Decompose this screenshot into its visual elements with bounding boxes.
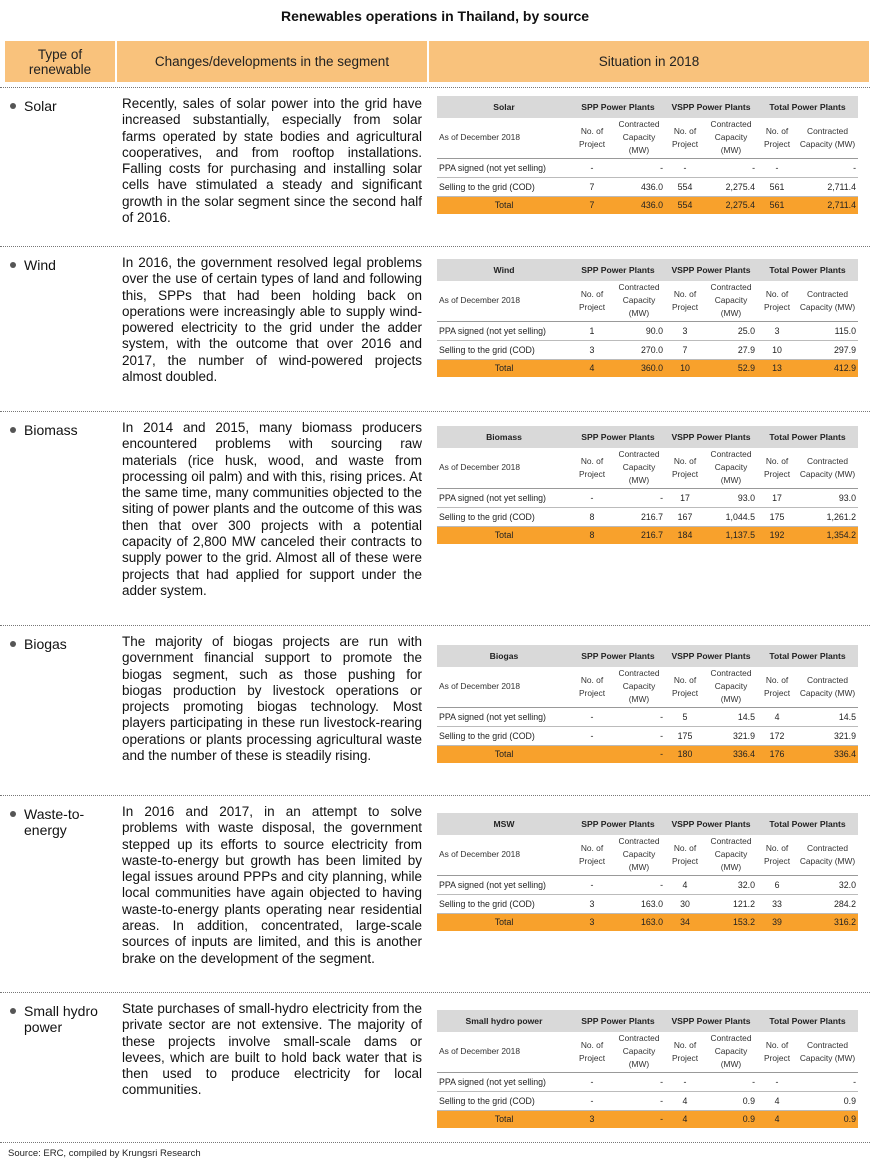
segment-description: The majority of biogas projects are run with government financial support to promote the biogas segment, such as those pushing for biogas production by livestock operations or projects promoting biogas technology. Most players participating in these run livestock-rearing operations or plants processing agricultural waste and the number of these is steadily rising. [122, 634, 422, 764]
table-cell: - [705, 158, 757, 177]
table-cell: 321.9 [705, 726, 757, 745]
table-subheader-row [437, 281, 858, 321]
table-cell: - [571, 1091, 613, 1110]
row-label: PPA signed (not yet selling) [437, 1072, 571, 1091]
table-cell: 121.2 [705, 894, 757, 913]
table-cell: 216.7 [613, 526, 665, 544]
table-cell: - [613, 158, 665, 177]
capacity-header: Contracted Capacity (MW) [613, 448, 665, 488]
table-cell: 1,354.2 [797, 526, 858, 544]
situation-table [437, 813, 858, 931]
row-label: Total [437, 745, 571, 763]
table-cell: 554 [665, 177, 705, 196]
table-cell: 52.9 [705, 359, 757, 377]
total-row [437, 1110, 858, 1128]
row-label: Selling to the grid (COD) [437, 1091, 571, 1110]
table-cell: 7 [665, 340, 705, 359]
table-cell: - [613, 1072, 665, 1091]
table-header-row [437, 813, 858, 835]
table-header-row [437, 645, 858, 667]
table-cell: 39 [757, 913, 797, 931]
capacity-header: Contracted Capacity (MW) [797, 281, 858, 321]
table-subheader-row [437, 835, 858, 875]
bullet-icon [10, 262, 16, 268]
table-cell: 14.5 [705, 707, 757, 726]
table-cell: - [613, 1110, 665, 1128]
table-cell: 4 [665, 1110, 705, 1128]
table-header-row [437, 1010, 858, 1032]
table-cell: 33 [757, 894, 797, 913]
table-header-row [437, 96, 858, 118]
table-cell: 25.0 [705, 321, 757, 340]
capacity-header: Contracted Capacity (MW) [797, 1032, 858, 1072]
table-cell: - [571, 875, 613, 894]
table-cell: 8 [571, 507, 613, 526]
segment-description: In 2016 and 2017, in an attempt to solve problems with waste disposal, the government stepped up its efforts to source electricity from waste-to-energy but growth has been limited by legal issues around PPPs and city planning, while local communities have again objected to having waste-to-energy plants operating near residential areas. In addition, concentrated, large-scale sources of inputs are limited, and this is another brake on the development of the segment. [122, 804, 422, 966]
no-project-header: No. of Project [757, 118, 797, 158]
table-cell: 17 [757, 488, 797, 507]
no-project-header: No. of Project [571, 667, 613, 707]
table-cell: 13 [757, 359, 797, 377]
table-subheader-row [437, 667, 858, 707]
ppa-row [437, 707, 858, 726]
total-row [437, 196, 858, 214]
table-cell: 297.9 [797, 340, 858, 359]
table-cell: 163.0 [613, 913, 665, 931]
segment-description: Recently, sales of solar power into the grid have increased substantially, especially from solar farms operated by state bodies and agricultural cooperatives, and from rooftop installations. Falling costs for purchasing and installing solar cells have stimulated a steady and significant growth in the solar segment since the second half of 2016. [122, 96, 422, 226]
renewable-type [10, 806, 115, 838]
page-title: Renewables operations in Thailand, by source [280, 8, 590, 24]
table-cell: 1,137.5 [705, 526, 757, 544]
table-cell: 216.7 [613, 507, 665, 526]
spp-header: SPP Power Plants [571, 813, 665, 835]
cod-row [437, 177, 858, 196]
table-cell: 336.4 [705, 745, 757, 763]
situation-table [437, 426, 858, 544]
bullet-icon [10, 103, 16, 109]
table-segment-name: Wind [437, 259, 571, 281]
table-cell: 561 [757, 196, 797, 214]
renewable-type-label: Biomass [24, 422, 78, 438]
table-cell: 34 [665, 913, 705, 931]
table-cell: 93.0 [705, 488, 757, 507]
table-cell: 4 [665, 1091, 705, 1110]
no-project-header: No. of Project [757, 1032, 797, 1072]
table-cell: 3 [571, 340, 613, 359]
row-label: Total [437, 1110, 571, 1128]
table-cell: 336.4 [797, 745, 858, 763]
vspp-header: VSPP Power Plants [665, 259, 757, 281]
no-project-header: No. of Project [757, 281, 797, 321]
table-cell: - [797, 1072, 858, 1091]
header-situation: Situation in 2018 [429, 41, 869, 82]
no-project-header: No. of Project [757, 448, 797, 488]
table-cell: 192 [757, 526, 797, 544]
ppa-row [437, 488, 858, 507]
bottom-divider [0, 1142, 870, 1143]
table-cell: 14.5 [797, 707, 858, 726]
table-cell: 2,275.4 [705, 177, 757, 196]
renewable-type [10, 422, 115, 438]
table-cell: 10 [665, 359, 705, 377]
table-cell: 17 [665, 488, 705, 507]
table-cell: 0.9 [797, 1091, 858, 1110]
capacity-header: Contracted Capacity (MW) [797, 835, 858, 875]
renewable-type [10, 1003, 115, 1035]
situation-table [437, 96, 858, 214]
capacity-header: Contracted Capacity (MW) [705, 835, 757, 875]
table-cell: 436.0 [613, 196, 665, 214]
table-cell: - [613, 1091, 665, 1110]
table-cell: 2,711.4 [797, 196, 858, 214]
no-project-header: No. of Project [665, 835, 705, 875]
capacity-header: Contracted Capacity (MW) [613, 835, 665, 875]
table-cell: - [571, 1072, 613, 1091]
bullet-icon [10, 641, 16, 647]
as-of-label: As of December 2018 [437, 281, 571, 321]
capacity-header: Contracted Capacity (MW) [705, 448, 757, 488]
vspp-header: VSPP Power Plants [665, 426, 757, 448]
table-cell: 4 [757, 1091, 797, 1110]
row-label: PPA signed (not yet selling) [437, 875, 571, 894]
renewable-type-label: Biogas [24, 636, 67, 652]
no-project-header: No. of Project [665, 667, 705, 707]
cod-row [437, 1091, 858, 1110]
total-row [437, 526, 858, 544]
row-label: Total [437, 913, 571, 931]
table-cell: 1 [571, 321, 613, 340]
table-cell: 3 [571, 913, 613, 931]
ppa-row [437, 158, 858, 177]
table-cell: 1,044.5 [705, 507, 757, 526]
capacity-header: Contracted Capacity (MW) [613, 667, 665, 707]
row-label: PPA signed (not yet selling) [437, 707, 571, 726]
table-cell: 175 [757, 507, 797, 526]
as-of-label: As of December 2018 [437, 667, 571, 707]
no-project-header: No. of Project [757, 835, 797, 875]
no-project-header: No. of Project [665, 1032, 705, 1072]
total-header: Total Power Plants [757, 96, 858, 118]
total-row [437, 359, 858, 377]
table-cell: 4 [571, 359, 613, 377]
total-header: Total Power Plants [757, 426, 858, 448]
total-header: Total Power Plants [757, 813, 858, 835]
header-changes: Changes/developments in the segment [117, 41, 427, 82]
cod-row [437, 507, 858, 526]
bullet-icon [10, 427, 16, 433]
table-cell: 8 [571, 526, 613, 544]
table-segment-name: Solar [437, 96, 571, 118]
table-cell [571, 745, 613, 763]
bullet-icon [10, 1008, 16, 1014]
table-cell: 163.0 [613, 894, 665, 913]
row-label: PPA signed (not yet selling) [437, 488, 571, 507]
table-cell: - [571, 488, 613, 507]
table-cell: 4 [665, 875, 705, 894]
table-cell: 412.9 [797, 359, 858, 377]
table-cell: - [613, 875, 665, 894]
table-cell: - [613, 707, 665, 726]
table-subheader-row [437, 118, 858, 158]
table-cell: 270.0 [613, 340, 665, 359]
renewable-type-label: Small hydro power [24, 1003, 98, 1035]
cod-row [437, 340, 858, 359]
table-cell: 167 [665, 507, 705, 526]
bullet-icon [10, 811, 16, 817]
capacity-header: Contracted Capacity (MW) [705, 118, 757, 158]
row-label: Total [437, 196, 571, 214]
table-cell: 27.9 [705, 340, 757, 359]
table-cell: - [757, 158, 797, 177]
row-label: Selling to the grid (COD) [437, 177, 571, 196]
row-label: Total [437, 526, 571, 544]
header-type: Type of renewable [5, 41, 115, 82]
segment-description: State purchases of small-hydro electricity from the private sector are not extensive. The majority of these projects involve small-scale dams or levees, which are built to hold back water that is then used to produce electricity for local communities. [122, 1001, 422, 1098]
table-cell: 32.0 [705, 875, 757, 894]
table-cell: 175 [665, 726, 705, 745]
renewable-type-label: Solar [24, 98, 57, 114]
table-cell: 90.0 [613, 321, 665, 340]
total-header: Total Power Plants [757, 1010, 858, 1032]
table-cell: - [571, 707, 613, 726]
table-cell: 360.0 [613, 359, 665, 377]
table-cell: 30 [665, 894, 705, 913]
row-label: Selling to the grid (COD) [437, 340, 571, 359]
row-label: Total [437, 359, 571, 377]
table-cell: 7 [571, 177, 613, 196]
renewable-type-label: Wind [24, 257, 56, 273]
table-cell: 0.9 [705, 1110, 757, 1128]
table-cell: - [613, 745, 665, 763]
as-of-label: As of December 2018 [437, 835, 571, 875]
no-project-header: No. of Project [571, 281, 613, 321]
table-cell: 554 [665, 196, 705, 214]
table-cell: 0.9 [797, 1110, 858, 1128]
segment-description: In 2014 and 2015, many biomass producers encountered problems with sourcing raw materials (rice husk, wood, and waste from processing oil palm) and with this, rising prices. At the same time, many communities objected to the siting of power plants and the outcome of this was then that over 300 projects with a potential capacity of 2,800 MW canceled their contracts to supply power to the grid. Almost all of these were projects that had applied for support under the adder system. [122, 420, 422, 598]
situation-table [437, 1010, 858, 1128]
table-cell: 6 [757, 875, 797, 894]
segment-description: In 2016, the government resolved legal problems over the use of certain types of land and following this, SPPs that had been holding back on operations were increasingly able to supply wind-powered electricity to the grid under the adder system, with the outcome that over 2016 and 2017, the number of wind-powered projects almost doubled. [122, 255, 422, 385]
table-cell: 321.9 [797, 726, 858, 745]
table-cell: - [613, 488, 665, 507]
row-label: Selling to the grid (COD) [437, 894, 571, 913]
total-header: Total Power Plants [757, 645, 858, 667]
table-header-row [437, 259, 858, 281]
no-project-header: No. of Project [665, 448, 705, 488]
table-cell: - [797, 158, 858, 177]
table-subheader-row [437, 1032, 858, 1072]
table-cell: - [665, 158, 705, 177]
source-note: Source: ERC, compiled by Krungsri Research [8, 1148, 201, 1159]
renewable-type [10, 636, 115, 652]
table-cell: 4 [757, 1110, 797, 1128]
row-label: Selling to the grid (COD) [437, 726, 571, 745]
ppa-row [437, 875, 858, 894]
table-cell: 3 [665, 321, 705, 340]
table-cell: 115.0 [797, 321, 858, 340]
table-cell: 3 [757, 321, 797, 340]
table-cell: 172 [757, 726, 797, 745]
vspp-header: VSPP Power Plants [665, 645, 757, 667]
total-row [437, 745, 858, 763]
table-segment-name: Biogas [437, 645, 571, 667]
cod-row [437, 726, 858, 745]
table-cell: 2,711.4 [797, 177, 858, 196]
as-of-label: As of December 2018 [437, 118, 571, 158]
no-project-header: No. of Project [665, 281, 705, 321]
table-segment-name: Biomass [437, 426, 571, 448]
spp-header: SPP Power Plants [571, 259, 665, 281]
vspp-header: VSPP Power Plants [665, 813, 757, 835]
spp-header: SPP Power Plants [571, 426, 665, 448]
no-project-header: No. of Project [571, 835, 613, 875]
table-cell: 2,275.4 [705, 196, 757, 214]
capacity-header: Contracted Capacity (MW) [705, 281, 757, 321]
capacity-header: Contracted Capacity (MW) [797, 667, 858, 707]
ppa-row [437, 321, 858, 340]
table-cell: 3 [571, 1110, 613, 1128]
table-cell: 436.0 [613, 177, 665, 196]
no-project-header: No. of Project [665, 118, 705, 158]
table-cell: - [571, 726, 613, 745]
table-cell: - [665, 1072, 705, 1091]
as-of-label: As of December 2018 [437, 1032, 571, 1072]
renewable-type-label: Waste-to-energy [24, 806, 85, 838]
table-segment-name: Small hydro power [437, 1010, 571, 1032]
table-cell: 153.2 [705, 913, 757, 931]
no-project-header: No. of Project [571, 1032, 613, 1072]
cod-row [437, 894, 858, 913]
renewable-type [10, 257, 115, 273]
table-cell: 180 [665, 745, 705, 763]
no-project-header: No. of Project [571, 448, 613, 488]
total-row [437, 913, 858, 931]
table-cell: 561 [757, 177, 797, 196]
situation-table [437, 259, 858, 377]
situation-table [437, 645, 858, 763]
table-cell: 184 [665, 526, 705, 544]
table-cell: 316.2 [797, 913, 858, 931]
table-subheader-row [437, 448, 858, 488]
capacity-header: Contracted Capacity (MW) [705, 667, 757, 707]
table-cell: - [571, 158, 613, 177]
spp-header: SPP Power Plants [571, 1010, 665, 1032]
as-of-label: As of December 2018 [437, 448, 571, 488]
vspp-header: VSPP Power Plants [665, 96, 757, 118]
capacity-header: Contracted Capacity (MW) [797, 448, 858, 488]
capacity-header: Contracted Capacity (MW) [613, 281, 665, 321]
row-label: PPA signed (not yet selling) [437, 158, 571, 177]
table-cell: - [705, 1072, 757, 1091]
row-label: Selling to the grid (COD) [437, 507, 571, 526]
table-cell: 3 [571, 894, 613, 913]
table-cell: 176 [757, 745, 797, 763]
table-cell: 5 [665, 707, 705, 726]
table-cell: 1,261.2 [797, 507, 858, 526]
no-project-header: No. of Project [757, 667, 797, 707]
table-cell: 0.9 [705, 1091, 757, 1110]
capacity-header: Contracted Capacity (MW) [705, 1032, 757, 1072]
spp-header: SPP Power Plants [571, 96, 665, 118]
capacity-header: Contracted Capacity (MW) [613, 1032, 665, 1072]
table-segment-name: MSW [437, 813, 571, 835]
table-header-row [437, 426, 858, 448]
table-cell: 93.0 [797, 488, 858, 507]
capacity-header: Contracted Capacity (MW) [797, 118, 858, 158]
table-cell: - [613, 726, 665, 745]
no-project-header: No. of Project [571, 118, 613, 158]
table-cell: 4 [757, 707, 797, 726]
table-cell: 284.2 [797, 894, 858, 913]
renewable-type [10, 98, 115, 114]
table-cell: 10 [757, 340, 797, 359]
spp-header: SPP Power Plants [571, 645, 665, 667]
vspp-header: VSPP Power Plants [665, 1010, 757, 1032]
table-cell: - [757, 1072, 797, 1091]
table-cell: 32.0 [797, 875, 858, 894]
capacity-header: Contracted Capacity (MW) [613, 118, 665, 158]
total-header: Total Power Plants [757, 259, 858, 281]
row-label: PPA signed (not yet selling) [437, 321, 571, 340]
table-cell: 7 [571, 196, 613, 214]
ppa-row [437, 1072, 858, 1091]
